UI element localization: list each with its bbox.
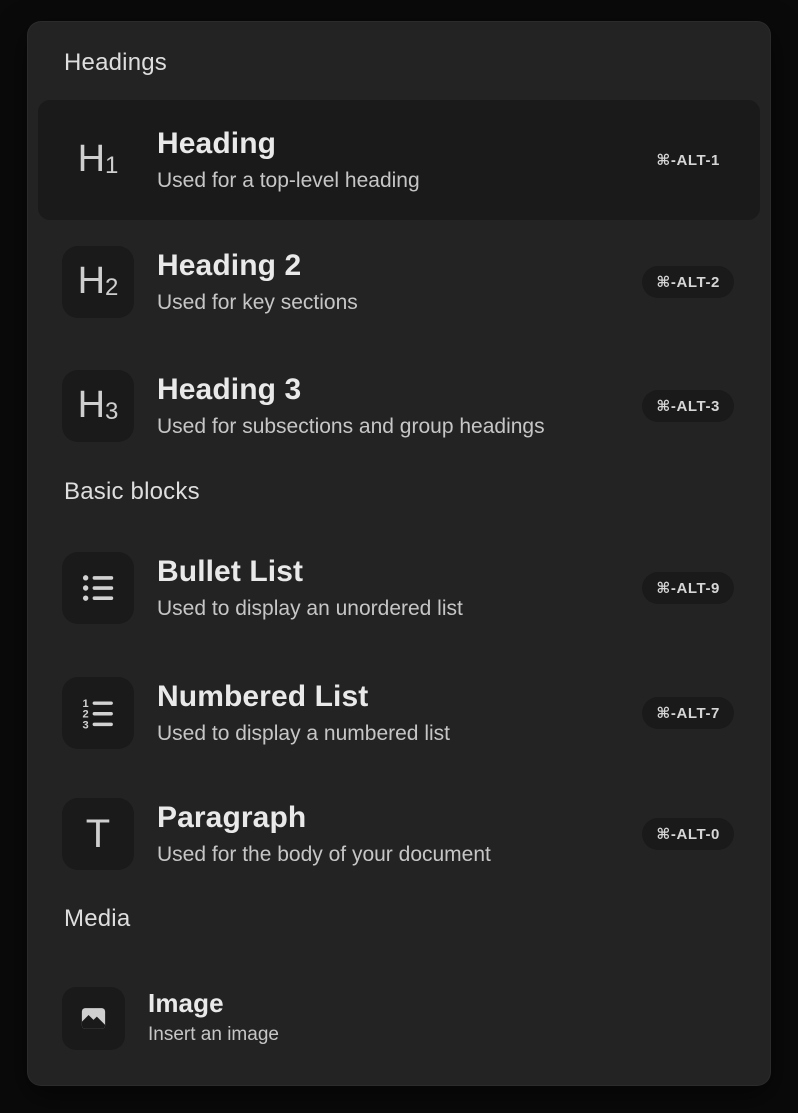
svg-text:3: 3: [82, 719, 89, 732]
section-label-headings: Headings: [64, 49, 168, 76]
heading-2-icon: H 2: [62, 246, 134, 318]
heading-1-icon: H 1: [62, 124, 134, 196]
image-icon: [62, 987, 125, 1050]
menu-item-bullet-list[interactable]: [38, 528, 760, 648]
bullet-list-icon: [62, 552, 134, 624]
item-title: Paragraph: [157, 801, 307, 835]
menu-item-heading-3[interactable]: [38, 346, 760, 466]
item-title: Bullet List: [157, 555, 304, 589]
shortcut-badge: ⌘-ALT-1: [642, 144, 734, 176]
item-title: Heading 3: [157, 373, 302, 407]
item-description: Used for a top-level heading: [157, 168, 420, 192]
item-description: Used for the body of your document: [157, 842, 491, 866]
menu-item-heading-1[interactable]: [38, 100, 760, 220]
item-title: Numbered List: [157, 680, 369, 714]
menu-item-numbered-list[interactable]: [38, 653, 760, 773]
shortcut-badge: ⌘-ALT-0: [642, 818, 734, 850]
svg-text:2: 2: [82, 708, 89, 721]
section-label-basic-blocks: Basic blocks: [64, 478, 200, 505]
shortcut-badge: ⌘-ALT-9: [642, 572, 734, 604]
shortcut-badge: ⌘-ALT-2: [642, 266, 734, 298]
menu-item-image[interactable]: [38, 968, 760, 1068]
shortcut-badge: ⌘-ALT-7: [642, 697, 734, 729]
heading-3-icon: H 3: [62, 370, 134, 442]
item-title: Image: [148, 988, 224, 1019]
item-description: Used for subsections and group headings: [157, 414, 545, 438]
item-title: Heading: [157, 127, 277, 161]
menu-item-heading-2[interactable]: [38, 222, 760, 342]
item-description: Insert an image: [148, 1024, 279, 1046]
paragraph-icon: T: [62, 798, 134, 870]
item-description: Used to display an unordered list: [157, 596, 463, 620]
svg-text:1: 1: [82, 697, 89, 710]
section-label-media: Media: [64, 905, 131, 932]
item-description: Used to display a numbered list: [157, 721, 450, 745]
shortcut-badge: ⌘-ALT-3: [642, 390, 734, 422]
slash-command-menu: [27, 21, 771, 1086]
numbered-list-icon: [62, 677, 134, 749]
item-description: Used for key sections: [157, 290, 358, 314]
item-title: Heading 2: [157, 249, 302, 283]
menu-item-paragraph[interactable]: [38, 774, 760, 894]
